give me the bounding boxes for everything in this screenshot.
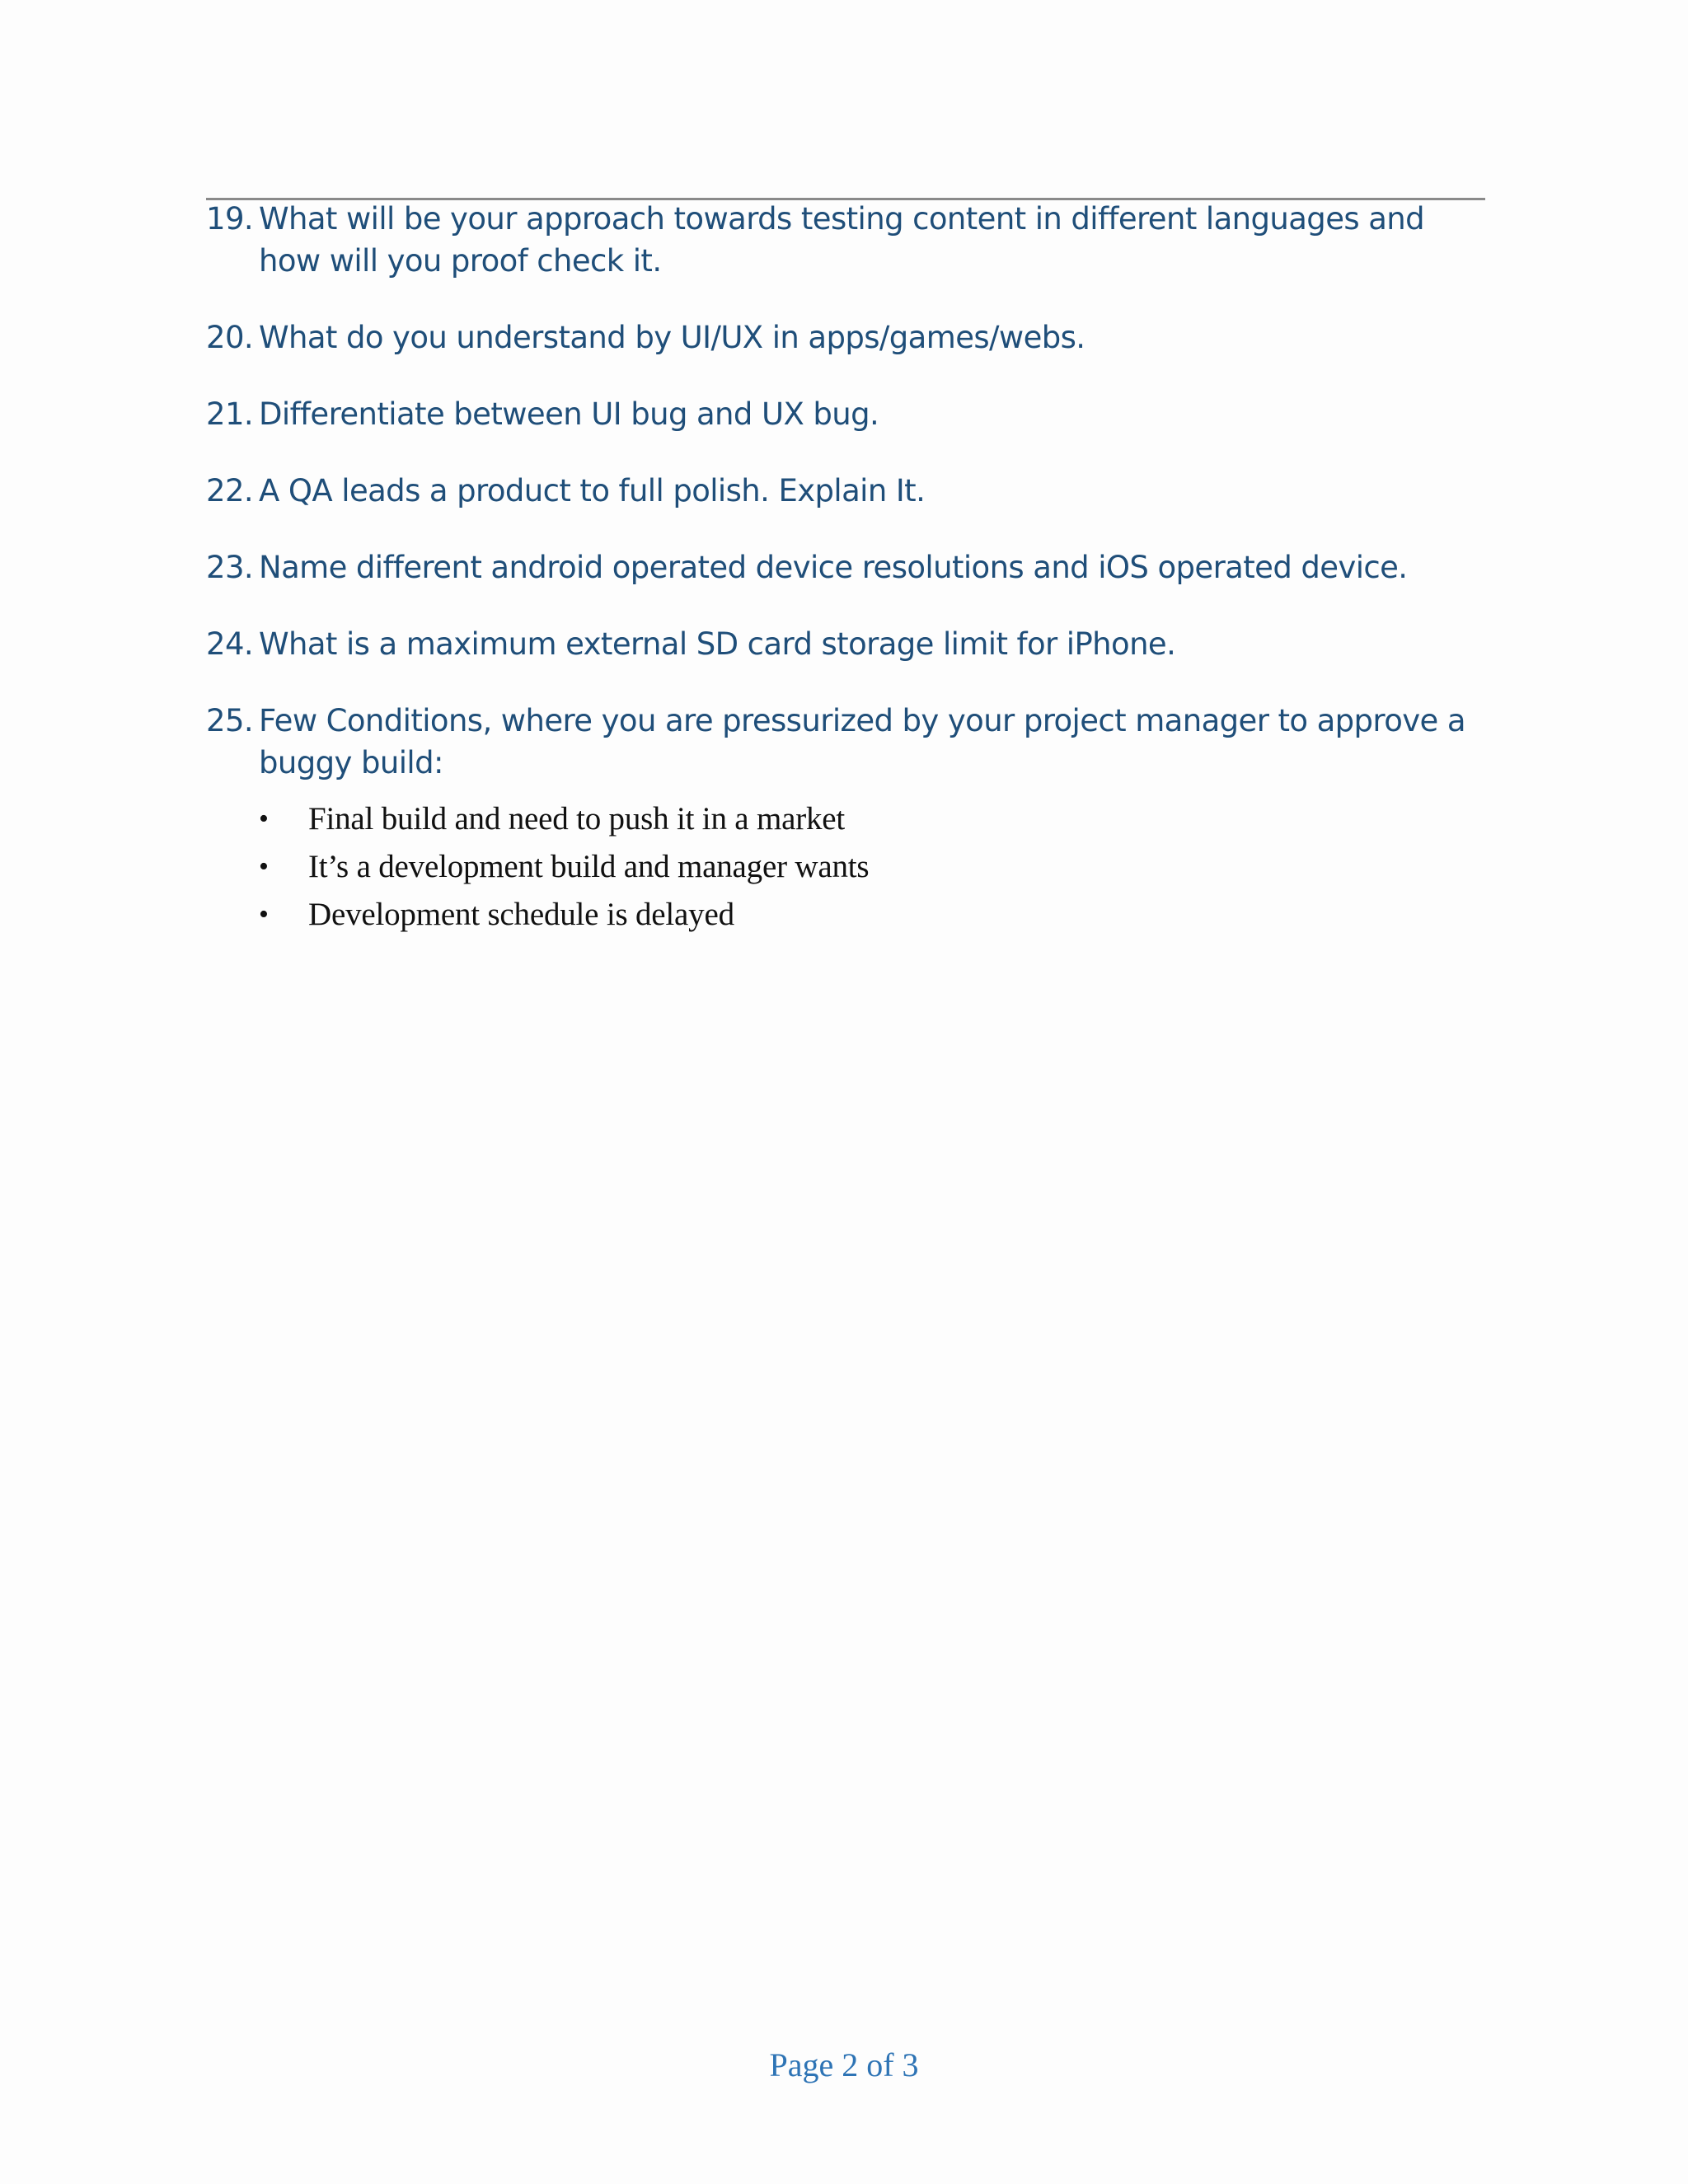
bullet-icon: • <box>259 804 269 834</box>
question-number: 21. <box>206 396 254 432</box>
question-item-25 <box>206 700 1492 784</box>
question-item-20 <box>206 316 1492 359</box>
bullet-list-container <box>206 795 1492 939</box>
question-item-21 <box>206 393 1492 435</box>
bullet-item <box>259 843 1492 891</box>
bullet-text: Final build and need to push it in a market <box>308 801 846 837</box>
question-text: Name different android operated device resolutions and iOS operated device. <box>259 550 1408 585</box>
question-item-23 <box>206 546 1492 588</box>
question-number: 19. <box>206 201 254 237</box>
question-text: A QA leads a product to full polish. Explain It. <box>259 473 926 509</box>
page-number-footer: Page 2 of 3 <box>769 2046 919 2083</box>
question-number: 20. <box>206 320 254 355</box>
question-text: What do you understand by UI/UX in apps/games/webs. <box>259 320 1085 355</box>
question-item-24 <box>206 623 1492 665</box>
bullet-icon: • <box>259 899 269 930</box>
question-text: Differentiate between UI bug and UX bug. <box>259 396 879 432</box>
question-item-22 <box>206 470 1492 512</box>
question-text: Few Conditions, where you are pressurized by your project manager to approve a buggy build: <box>259 703 1465 780</box>
question-list <box>206 198 1492 939</box>
bullet-item <box>259 795 1492 843</box>
bullet-item <box>259 891 1492 939</box>
bullet-text: Development schedule is delayed <box>308 897 734 932</box>
question-text: What is a maximum external SD card storage limit for iPhone. <box>259 626 1176 662</box>
question-number: 23. <box>206 550 254 585</box>
bullet-list <box>259 795 1492 939</box>
question-number: 24. <box>206 626 254 662</box>
question-number: 22. <box>206 473 254 509</box>
question-item-19 <box>206 198 1492 282</box>
question-number: 25. <box>206 703 254 738</box>
bullet-text: It’s a development build and manager wants <box>308 849 870 884</box>
question-text: What will be your approach towards testing content in different languages and how will you proof check it. <box>259 201 1424 279</box>
bullet-icon: • <box>259 851 269 882</box>
